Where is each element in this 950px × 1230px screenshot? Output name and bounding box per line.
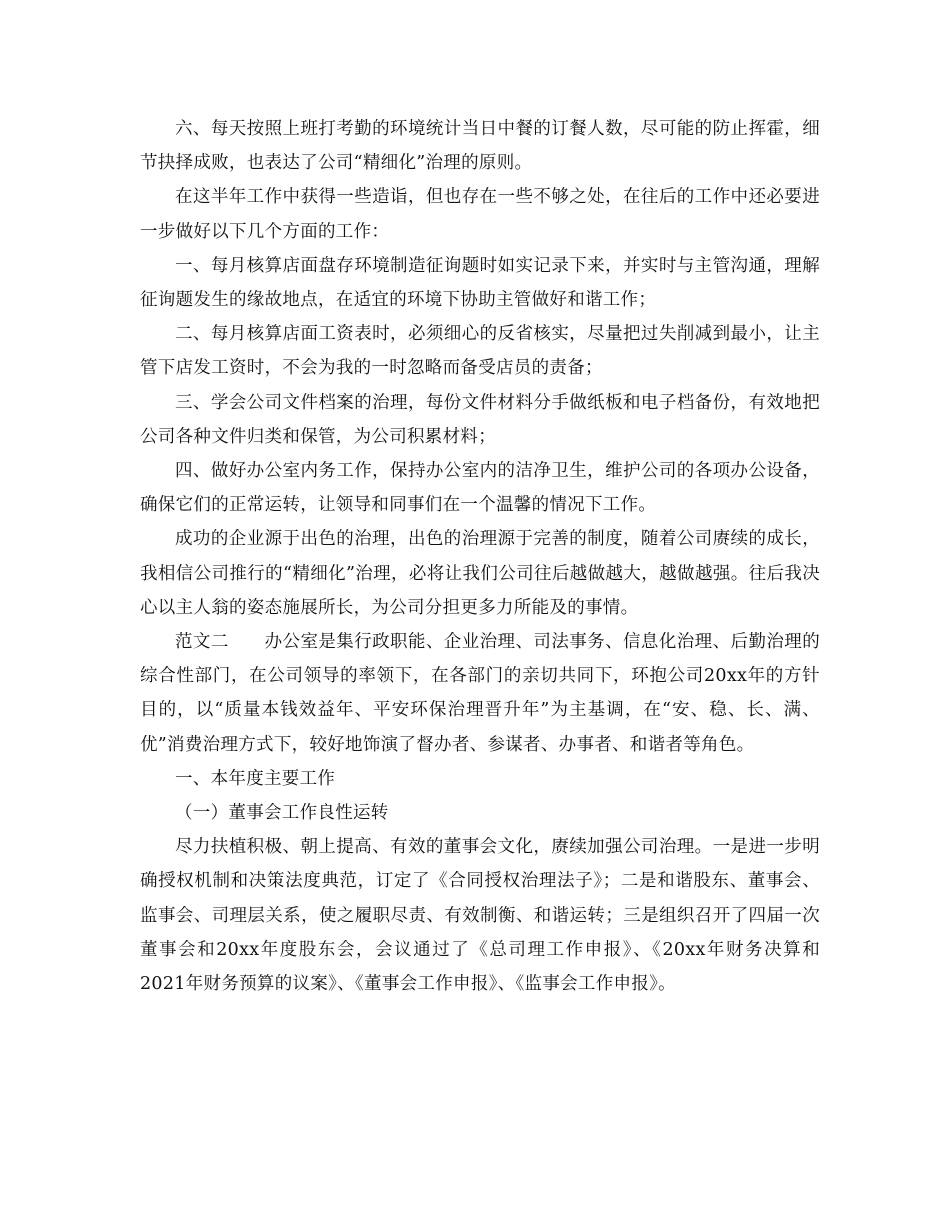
paragraph-plan-1: 一、每月核算店面盘存环境制造征询题时如实记录下来，并实时与主管沟通，理解征询题发生的缘故地点，在适宜的环境下协助主管做好和谐工作； [140, 255, 820, 311]
paragraph-plan-2: 二、每月核算店面工资表时，必须细心的反省核实，尽量把过失削减到最小，让主管下店发工资时，不会为我的一时忽略而备受店员的责备； [140, 324, 820, 379]
paragraph-summary-intro: 在这半年工作中获得一些造诣，但也存在一些不够之处，在往后的工作中还必要进一步做好以下几个方面的工作： [140, 187, 820, 242]
paragraph-plan-4: 四、做好办公室内务工作，保持办公室内的洁净卫生，维护公司的各项办公设备，确保它们的正常运转，让领导和同事们在一个温馨的情况下工作。 [140, 461, 820, 516]
paragraph-sample-two: 范文二 办公室是集行政职能、企业治理、司法事务、信息化治理、后勤治理的综合性部门，在公司领导的率领下，在各部门的亲切共同下，环抱公司20xx年的方针目的，以“质量本钱效益年、平安环保治理晋升年”为主基调，在“安、稳、长、满、优”消费治理方式下，较好地饰演了督办者、参谋者、办事者、和谐者等角色。 [140, 632, 820, 755]
paragraph-board-work: 尽力扶植积极、朝上提高、有效的董事会文化，赓续加强公司治理。一是进一步明确授权机制和决策法度典范，订定了《合同授权治理法子》；二是和谐股东、董事会、监事会、司理层关系，使之履职尽责、有效制衡、和谐运转；三是组织召开了四届一次董事会和20xx年度股东会，会议通过了《总司理工作申报》、《20xx年财务决算和2021年财务预算的议案》、《董事会工作申报》、《监事会工作申报》。 [140, 837, 820, 995]
paragraph-conclusion: 成功的企业源于出色的治理，出色的治理源于完善的制度，随着公司赓续的成长，我相信公司推行的“精细化”治理，必将让我们公司往后越做越大，越做越强。往后我决心以主人翁的姿态施展所长，为公司分担更多力所能及的事情。 [140, 529, 820, 618]
paragraph-plan-3: 三、学会公司文件档案的治理，每份文件材料分手做纸板和电子档备份，有效地把公司各种文件归类和保管，为公司积累材料； [140, 392, 820, 447]
section-heading: 一、本年度主要工作 [175, 768, 336, 789]
paragraph-item-6: 六、每天按照上班打考勤的环境统计当日中餐的订餐人数，尽可能的防止挥霍，细节抉择成败，也表达了公司“精细化”治理的原则。 [140, 119, 820, 174]
subsection-heading: （一）董事会工作良性运转 [175, 803, 389, 824]
document-body [140, 112, 820, 1001]
